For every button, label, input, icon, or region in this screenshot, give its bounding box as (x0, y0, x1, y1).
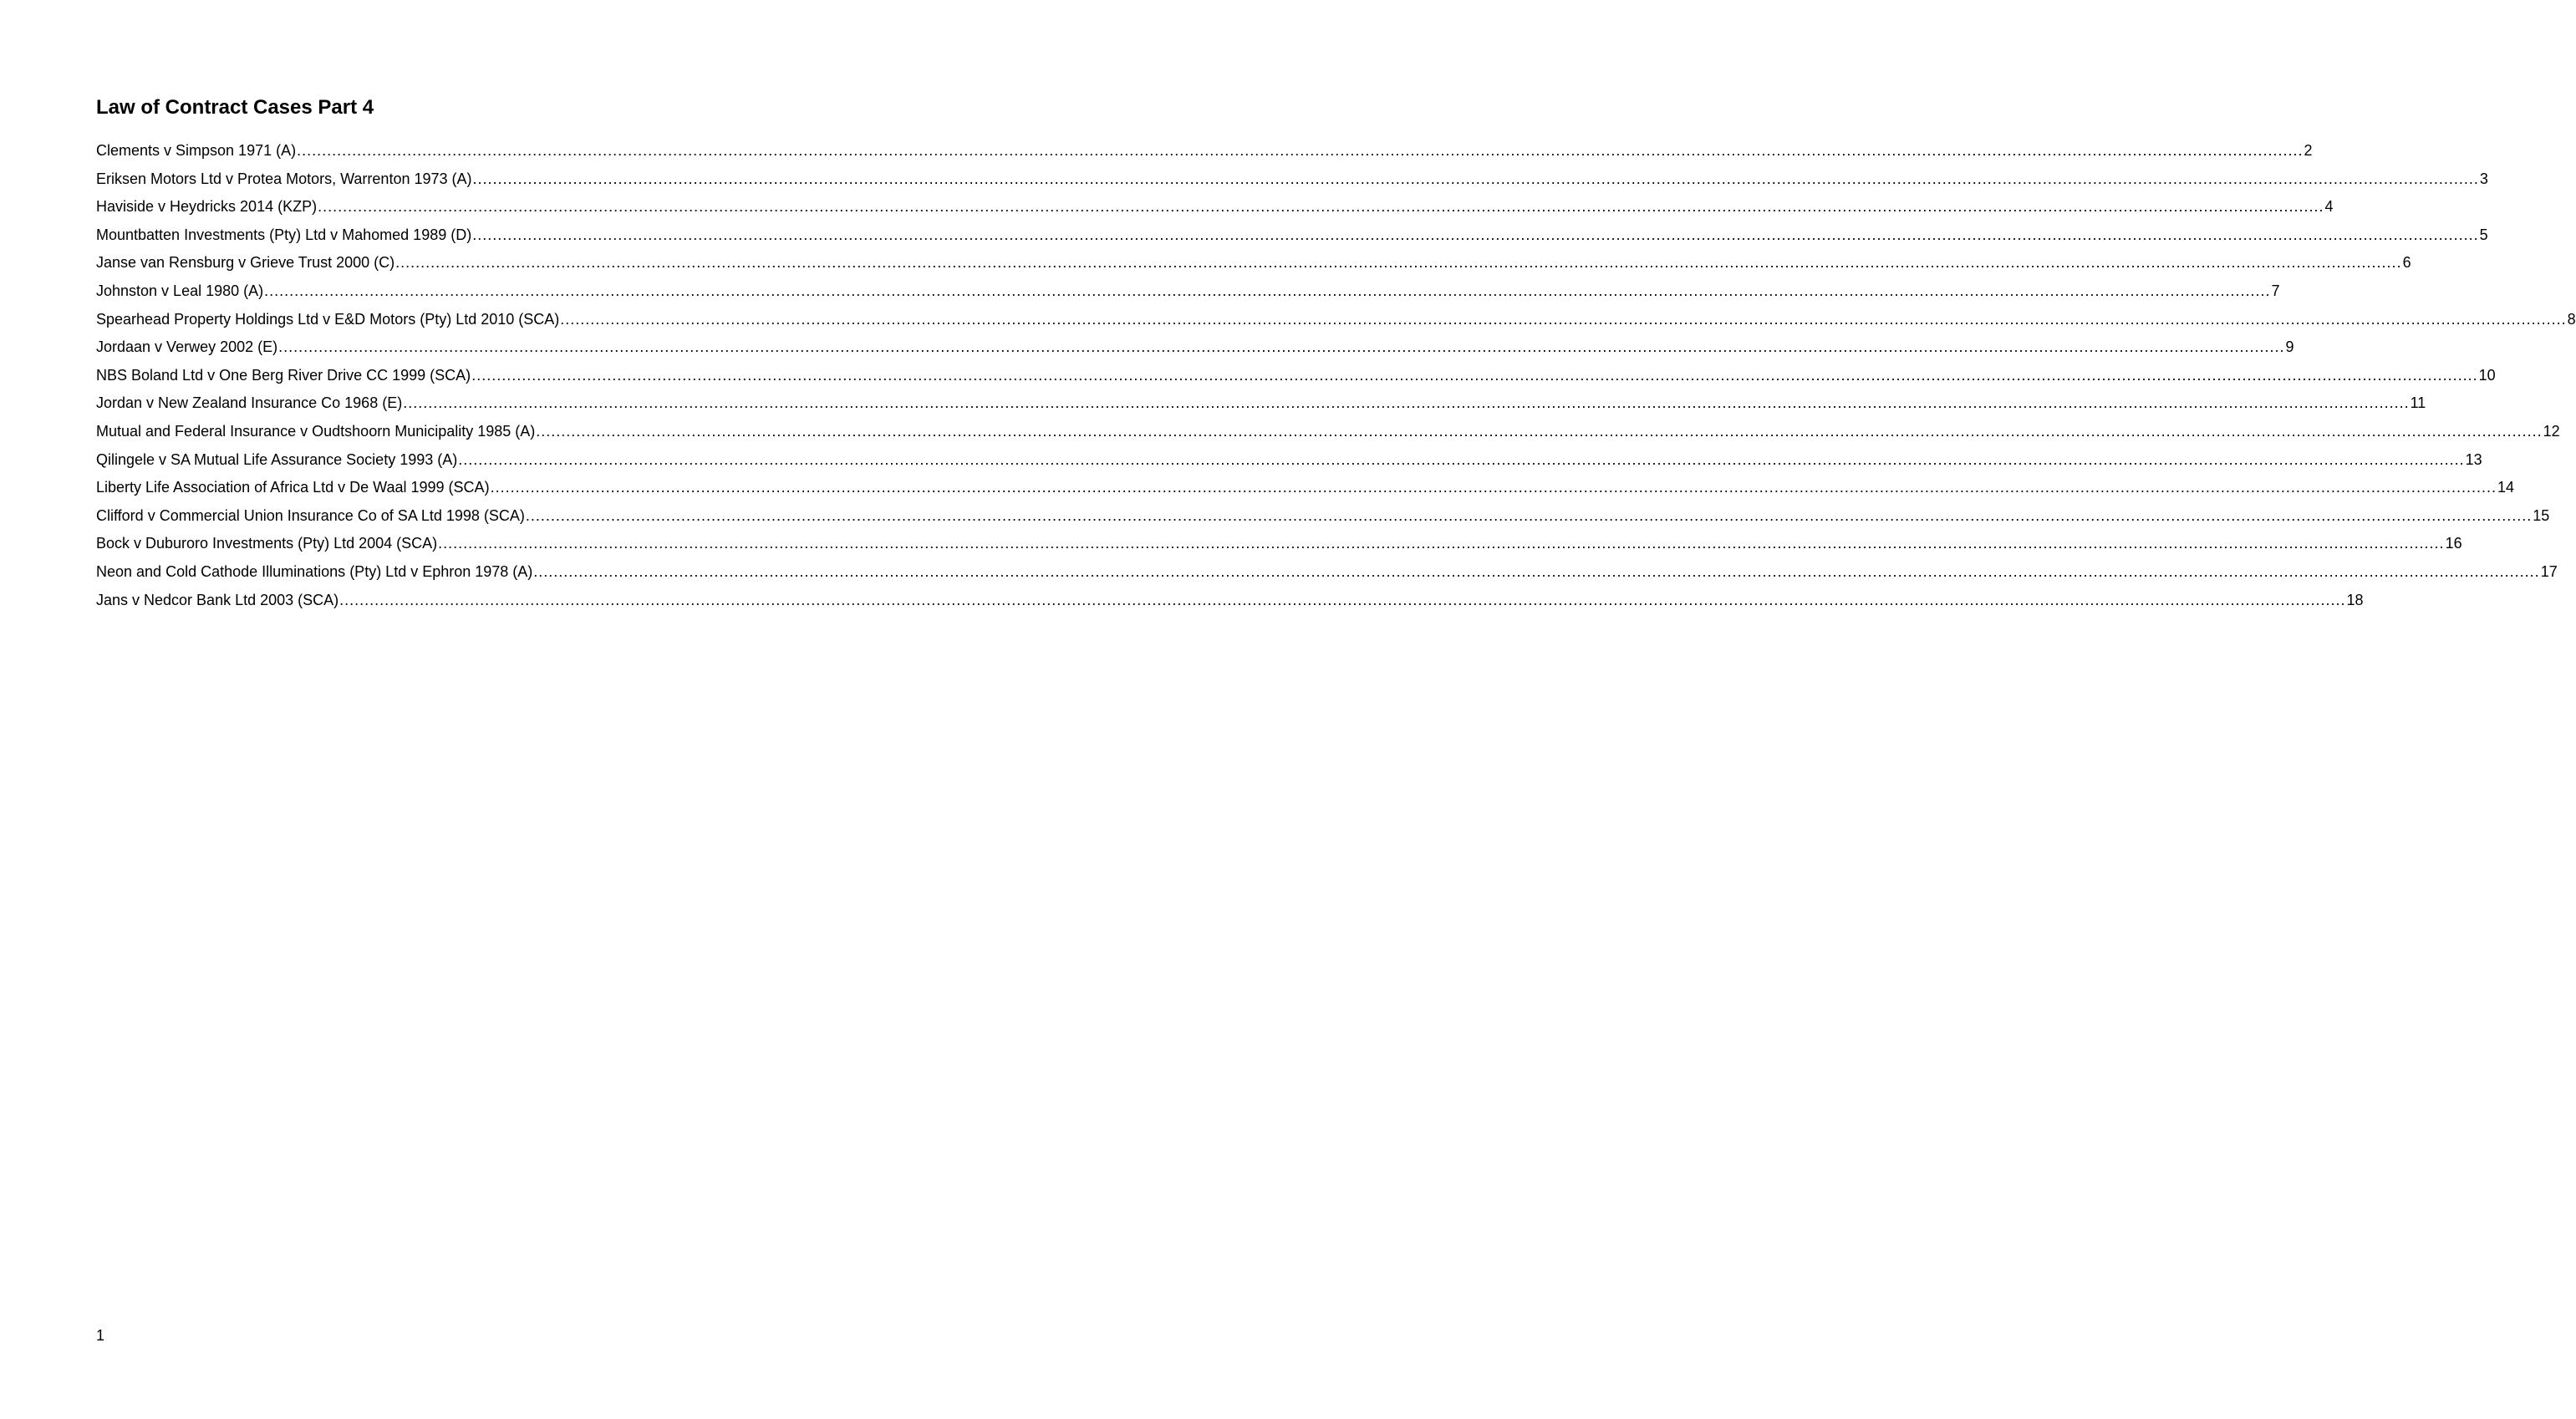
toc-entry-page: 10 (2478, 366, 2496, 384)
toc-entry-page: 8 (2567, 310, 2576, 328)
toc-entry-page: 4 (2324, 198, 2334, 216)
toc-entry-label: Neon and Cold Cathode Illuminations (Pty) Ltd v Ephron 1978 (A) (96, 562, 533, 580)
toc-entry-page: 3 (2479, 170, 2488, 187)
toc-entry[interactable] (96, 165, 2488, 194)
toc-entry-label: Jordaan v Verwey 2002 (E) (96, 338, 278, 356)
toc-dot-leader: ................................................................................................................................................................................................................................................................................................................................................................................................................ (525, 506, 2533, 524)
toc-dot-leader: ................................................................................................................................................................................................................................................................................................................................................................................................................ (472, 170, 2479, 187)
toc-dot-leader: ................................................................................................................................................................................................................................................................................................................................................................................................................ (560, 310, 2567, 328)
toc-entry-label: Liberty Life Association of Africa Ltd v De Waal 1999 (SCA) (96, 479, 490, 496)
toc-entry[interactable] (96, 530, 2462, 558)
toc-entry-page: 6 (2402, 254, 2411, 272)
toc-dot-leader: ................................................................................................................................................................................................................................................................................................................................................................................................................ (438, 535, 2445, 552)
toc-entry[interactable] (96, 474, 2514, 502)
toc-entry-page: 13 (2465, 450, 2482, 468)
toc-entry-label: Janse van Rensburg v Grieve Trust 2000 (C) (96, 254, 395, 272)
toc-dot-leader: ................................................................................................................................................................................................................................................................................................................................................................................................................ (490, 479, 2497, 496)
toc-entry-page: 5 (2479, 226, 2488, 243)
toc-dot-leader: ................................................................................................................................................................................................................................................................................................................................................................................................................ (536, 422, 2543, 440)
toc-entry-page: 9 (2285, 338, 2294, 356)
toc-entry[interactable] (96, 389, 2426, 418)
toc-entry[interactable] (96, 558, 2558, 587)
toc-entry[interactable] (96, 587, 2364, 615)
toc-entry-page: 15 (2533, 506, 2550, 524)
toc-entry[interactable] (96, 221, 2488, 250)
toc-entry-label: Clements v Simpson 1971 (A) (96, 142, 297, 159)
toc-entry-page: 11 (2410, 394, 2426, 412)
toc-entry-page: 2 (2304, 142, 2313, 159)
toc-entry-label: Spearhead Property Holdings Ltd v E&D Motors (Pty) Ltd 2010 (SCA) (96, 310, 560, 328)
toc-entry-label: Qilingele v SA Mutual Life Assurance Society 1993 (A) (96, 450, 458, 468)
page-number: 1 (96, 1327, 105, 1344)
toc-dot-leader: ................................................................................................................................................................................................................................................................................................................................................................................................................ (318, 198, 2324, 216)
toc-dot-leader: ................................................................................................................................................................................................................................................................................................................................................................................................................ (472, 226, 2479, 243)
toc-entry-page: 12 (2543, 422, 2560, 440)
toc-entry-label: Eriksen Motors Ltd v Protea Motors, Warrenton 1973 (A) (96, 170, 472, 187)
toc-entry-page: 18 (2346, 591, 2364, 608)
toc-entry-page: 14 (2497, 479, 2514, 496)
toc-entry-label: Johnston v Leal 1980 (A) (96, 282, 264, 299)
document-title: Law of Contract Cases Part 4 (96, 96, 374, 119)
toc-entry[interactable] (96, 193, 2334, 221)
toc-dot-leader: ................................................................................................................................................................................................................................................................................................................................................................................................................ (339, 591, 2346, 608)
toc-entry-label: Haviside v Heydricks 2014 (KZP) (96, 198, 318, 216)
toc-entry[interactable] (96, 306, 2576, 334)
toc-entry[interactable] (96, 137, 2313, 165)
toc-dot-leader: ................................................................................................................................................................................................................................................................................................................................................................................................................ (278, 338, 2285, 356)
toc-entry[interactable] (96, 502, 2550, 531)
toc-dot-leader: ................................................................................................................................................................................................................................................................................................................................................................................................................ (395, 254, 2402, 272)
toc-entry[interactable] (96, 249, 2411, 277)
toc-entry[interactable] (96, 333, 2294, 362)
toc-dot-leader: ................................................................................................................................................................................................................................................................................................................................................................................................................ (264, 282, 2271, 299)
toc-dot-leader: ................................................................................................................................................................................................................................................................................................................................................................................................................ (297, 142, 2304, 159)
toc-entry-label: Bock v Duburoro Investments (Pty) Ltd 2004 (SCA) (96, 535, 438, 552)
toc-entry-page: 16 (2445, 535, 2462, 552)
toc-entry-page: 17 (2540, 562, 2558, 580)
toc-entry[interactable] (96, 418, 2560, 446)
toc-entry-page: 7 (2271, 282, 2280, 299)
toc-entry[interactable] (96, 446, 2482, 475)
table-of-contents (96, 137, 2576, 614)
toc-dot-leader: ................................................................................................................................................................................................................................................................................................................................................................................................................ (533, 562, 2540, 580)
toc-entry[interactable] (96, 277, 2280, 306)
toc-entry-label: Clifford v Commercial Union Insurance Co of SA Ltd 1998 (SCA) (96, 506, 525, 524)
toc-dot-leader: ................................................................................................................................................................................................................................................................................................................................................................................................................ (403, 394, 2410, 412)
toc-dot-leader: ................................................................................................................................................................................................................................................................................................................................................................................................................ (458, 450, 2465, 468)
toc-entry-label: Mountbatten Investments (Pty) Ltd v Mahomed 1989 (D) (96, 226, 472, 243)
toc-entry-label: Jans v Nedcor Bank Ltd 2003 (SCA) (96, 591, 339, 608)
toc-entry-label: NBS Boland Ltd v One Berg River Drive CC 1999 (SCA) (96, 366, 471, 384)
toc-dot-leader: ................................................................................................................................................................................................................................................................................................................................................................................................................ (471, 366, 2478, 384)
toc-entry-label: Jordan v New Zealand Insurance Co 1968 (E) (96, 394, 403, 412)
toc-entry-label: Mutual and Federal Insurance v Oudtshoorn Municipality 1985 (A) (96, 422, 536, 440)
toc-entry[interactable] (96, 362, 2496, 390)
